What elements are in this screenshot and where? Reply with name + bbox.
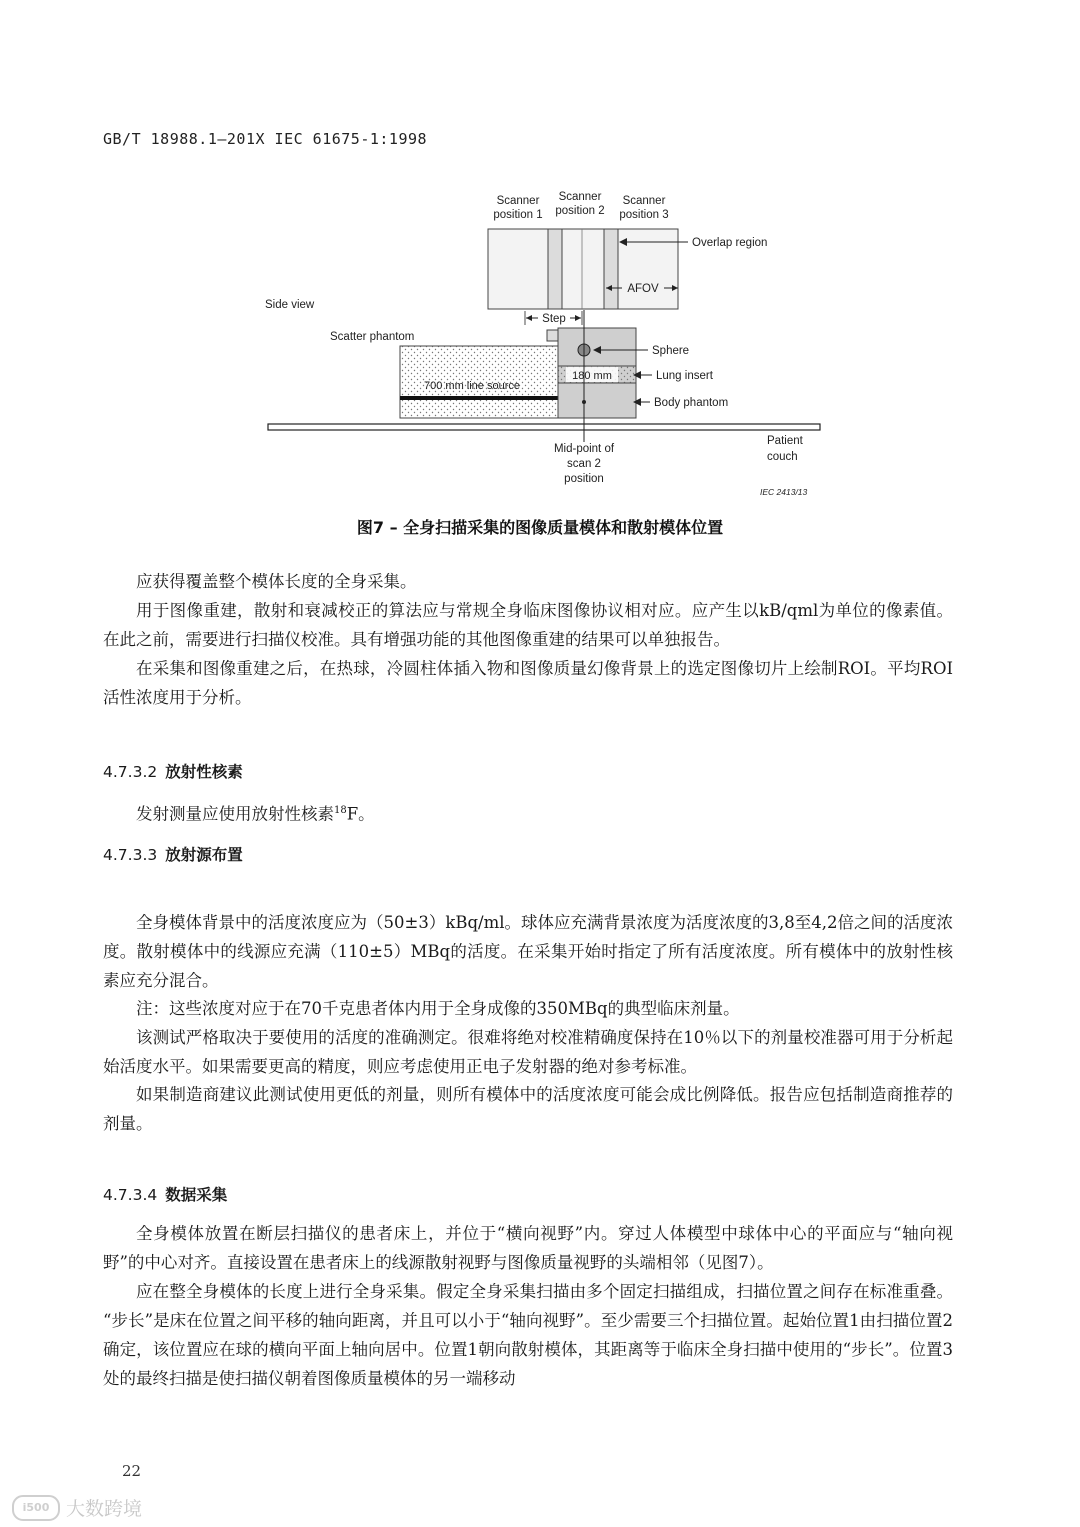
- section-heading-4734: [103, 1183, 227, 1205]
- paragraph: 用于图像重建，散射和衰减校正的算法应与常规全身临床图像协议相对应。应产生以kB/qml为单位的像素值。在此之前，需要进行扫描仪校准。具有增强功能的其他图像重建的结果可以单独报告。: [103, 601, 953, 649]
- page-number: 22: [122, 1462, 142, 1480]
- watermark-logo-icon: i500: [12, 1495, 60, 1521]
- paragraph: 全身模体放置在断层扫描仪的患者床上，并位于“横向视野”内。穿过人体模型中球体中心的平面应与“轴向视野”的中心对齐。直接设置在患者床上的线源散射视野与图像质量视野的头端相邻（见图7）。: [103, 1224, 953, 1272]
- figure-caption: 图7 – 全身扫描采集的图像质量模体和散射模体位置: [356, 518, 724, 537]
- scanner-box-1: [488, 229, 548, 309]
- lung-insert-label: Lung insert: [656, 370, 713, 382]
- paragraph: 应获得覆盖整个模体长度的全身采集。: [136, 572, 417, 591]
- figure-7-diagram: [260, 180, 830, 500]
- paragraph: 该测试严格取决于要使用的活度的准确测定。很难将绝对校准精确度保持在10％以下的剂量校准器可用于分析起始活度水平。如果需要更高的精度，则应考虑使用正电子发射器的绝对参考标准。: [103, 1028, 953, 1076]
- section-number: 4.7.3.2: [103, 763, 158, 781]
- section-title: 数据采集: [165, 1186, 228, 1204]
- line-source: [400, 396, 558, 400]
- patient-couch: [268, 424, 820, 430]
- afov-label: AFOV: [627, 283, 659, 295]
- document-header-code: GB/T 18988.1—201X IEC 61675-1:1998: [103, 130, 428, 148]
- scanner-position-3-label: Scanner position 3: [619, 195, 669, 221]
- watermark: [12, 1494, 142, 1521]
- sphere-label: Sphere: [652, 345, 690, 357]
- 180mm-label: 180 mm: [572, 370, 612, 382]
- section-title: 放射源布置: [165, 846, 243, 864]
- midpoint-label: Mid-point of scan 2 position: [553, 443, 615, 485]
- paragraph: 发射测量应使用放射性核素$^{18}$F。: [136, 804, 375, 824]
- paragraph: 应在整全身模体的长度上进行全身采集。假定全身采集扫描由多个固定扫描组成，扫描位置之间存在标准重叠。 “步长”是床在位置之间平移的轴向距离，并且可以小于“轴向视野”。至少需要三个扫描位置。起始位置1由扫描位置2确定，该位置应在球的横向平面上轴向居中。位置1朝向散射模体，其距离等于临床全身扫描中使用的“步长”。位置3处的最终扫描是使扫描仪朝着图像质量模体的另一端移动: [103, 1282, 953, 1388]
- note-paragraph: 注：这些浓度对应于在70千克患者体内用于全身成像的350MBq的典型临床剂量。: [136, 999, 740, 1018]
- scanner-position-1-label: Scanner position 1: [493, 195, 543, 221]
- section-number: 4.7.3.4: [103, 1186, 158, 1204]
- paragraph: 在采集和图像重建之后，在热球，冷圆柱体插入物和图像质量幻像背景上的选定图像切片上绘制ROI。平均ROI活性浓度用于分析。: [103, 659, 953, 707]
- watermark-text: 大数跨境: [66, 1498, 143, 1520]
- line-source-label: 700 mm line source: [424, 380, 520, 392]
- overlap-region-1: [548, 229, 562, 309]
- scatter-phantom-label: Scatter phantom: [330, 331, 415, 343]
- section-number: 4.7.3.3: [103, 846, 158, 864]
- overlap-region-label: Overlap region: [692, 237, 768, 249]
- section-heading-4733: [103, 843, 243, 865]
- paragraph: 如果制造商建议此测试使用更低的剂量，则所有模体中的活度浓度可能会成比例降低。报告应包括制造商推荐的剂量。: [103, 1085, 953, 1133]
- paragraph: 全身模体背景中的活度浓度应为（50±3）kBq/ml。球体应充满背景浓度为活度浓度的3,8至4,2倍之间的活度浓度。散射模体中的线源应充满（110±5）MBq的活度。在采集开始时指定了所有活度浓度。所有模体中的放射性核素应充分混合。: [103, 913, 953, 990]
- patient-couch-label: Patient couch: [767, 435, 803, 463]
- body-phantom-label: Body phantom: [654, 397, 729, 409]
- step-label: Step: [542, 313, 566, 325]
- section-heading-4732: [103, 760, 243, 782]
- overlap-region-2: [604, 229, 618, 309]
- iec-reference: IEC 2413/13: [760, 487, 808, 497]
- side-view-label: Side view: [265, 299, 315, 311]
- section-title: 放射性核素: [165, 763, 243, 781]
- scanner-position-2-label: Scanner position 2: [555, 191, 605, 217]
